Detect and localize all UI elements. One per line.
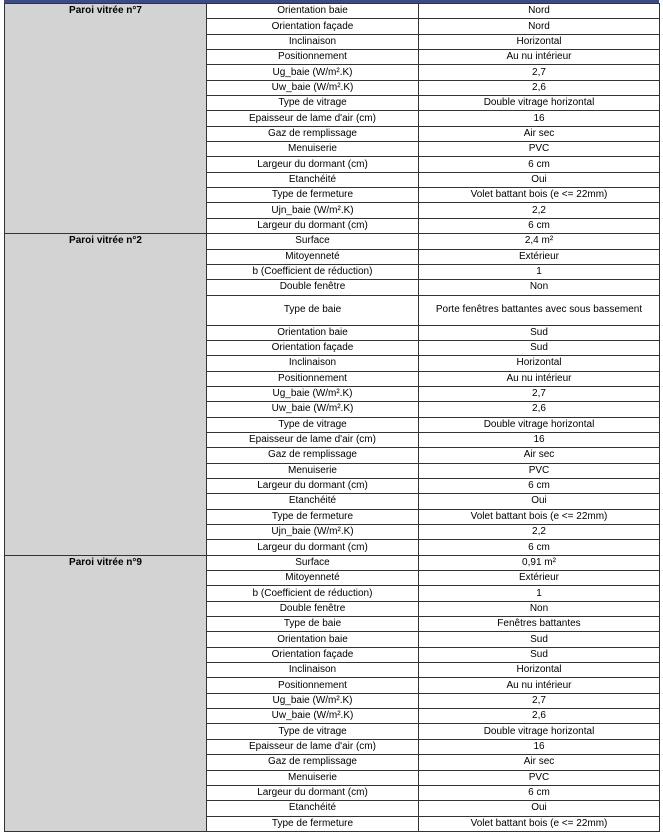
property-label: Ug_baie (W/m².K) xyxy=(207,693,419,708)
property-label: Mitoyenneté xyxy=(207,249,419,264)
property-label: Orientation façade xyxy=(207,340,419,355)
property-value: Sud xyxy=(419,632,660,647)
property-value: 2,7 xyxy=(419,386,660,401)
property-label: Surface xyxy=(207,234,419,249)
property-value: PVC xyxy=(419,770,660,785)
property-label: Etanchéité xyxy=(207,494,419,509)
property-value: 2,4 m² xyxy=(419,234,660,249)
property-value: 2,6 xyxy=(419,402,660,417)
section-title: Paroi vitrée n°9 xyxy=(5,555,207,831)
property-label: Ug_baie (W/m².K) xyxy=(207,65,419,80)
property-label: Epaisseur de lame d'air (cm) xyxy=(207,432,419,447)
property-value: 16 xyxy=(419,111,660,126)
property-label: Double fenêtre xyxy=(207,601,419,616)
property-label: Type de baie xyxy=(207,617,419,632)
property-label: Positionnement xyxy=(207,50,419,65)
property-value: PVC xyxy=(419,142,660,157)
property-value: 6 cm xyxy=(419,218,660,233)
property-label: Type de vitrage xyxy=(207,724,419,739)
property-value: Volet battant bois (e <= 22mm) xyxy=(419,509,660,524)
property-label: Type de baie xyxy=(207,295,419,325)
property-value: Sud xyxy=(419,325,660,340)
property-label: Orientation baie xyxy=(207,4,419,19)
property-label: Largeur du dormant (cm) xyxy=(207,478,419,493)
property-label: Largeur du dormant (cm) xyxy=(207,785,419,800)
glazing-table xyxy=(4,3,660,832)
property-value: PVC xyxy=(419,463,660,478)
property-label: b (Coefficient de réduction) xyxy=(207,586,419,601)
property-value: Horizontal xyxy=(419,34,660,49)
property-label: Ujn_baie (W/m².K) xyxy=(207,203,419,218)
table-row xyxy=(5,234,660,249)
property-value: Double vitrage horizontal xyxy=(419,96,660,111)
property-value: Air sec xyxy=(419,448,660,463)
property-value: Porte fenêtres battantes avec sous bassement xyxy=(419,295,660,325)
property-value: Oui xyxy=(419,801,660,816)
property-label: Inclinaison xyxy=(207,663,419,678)
property-label: Inclinaison xyxy=(207,356,419,371)
property-label: Largeur du dormant (cm) xyxy=(207,218,419,233)
property-label: Gaz de remplissage xyxy=(207,755,419,770)
property-label: Etanchéité xyxy=(207,801,419,816)
property-value: 2,6 xyxy=(419,709,660,724)
property-label: Positionnement xyxy=(207,678,419,693)
property-value: Oui xyxy=(419,172,660,187)
property-label: Ug_baie (W/m².K) xyxy=(207,386,419,401)
property-value: 1 xyxy=(419,264,660,279)
property-label: Type de fermeture xyxy=(207,188,419,203)
property-label: Type de fermeture xyxy=(207,816,419,831)
property-value: 2,2 xyxy=(419,525,660,540)
property-value: Volet battant bois (e <= 22mm) xyxy=(419,188,660,203)
property-value: 1 xyxy=(419,586,660,601)
property-value: 0,91 m² xyxy=(419,555,660,570)
property-label: Type de vitrage xyxy=(207,417,419,432)
property-label: Menuiserie xyxy=(207,142,419,157)
property-value: Double vitrage horizontal xyxy=(419,724,660,739)
property-label: Ujn_baie (W/m².K) xyxy=(207,525,419,540)
property-label: Epaisseur de lame d'air (cm) xyxy=(207,111,419,126)
property-value: 2,7 xyxy=(419,693,660,708)
property-value: Air sec xyxy=(419,126,660,141)
property-value: 2,2 xyxy=(419,203,660,218)
property-value: Sud xyxy=(419,647,660,662)
property-value: Non xyxy=(419,280,660,295)
property-value: Horizontal xyxy=(419,356,660,371)
property-label: Type de vitrage xyxy=(207,96,419,111)
table-row xyxy=(5,4,660,19)
property-value: Au nu intérieur xyxy=(419,678,660,693)
property-label: Gaz de remplissage xyxy=(207,448,419,463)
property-value: Extérieur xyxy=(419,249,660,264)
property-value: 16 xyxy=(419,432,660,447)
property-label: Uw_baie (W/m².K) xyxy=(207,709,419,724)
property-label: Uw_baie (W/m².K) xyxy=(207,80,419,95)
property-value: 2,6 xyxy=(419,80,660,95)
property-label: Orientation façade xyxy=(207,19,419,34)
property-label: Surface xyxy=(207,555,419,570)
property-value: Au nu intérieur xyxy=(419,50,660,65)
property-value: Non xyxy=(419,601,660,616)
property-label: Type de fermeture xyxy=(207,509,419,524)
property-value: 6 cm xyxy=(419,478,660,493)
property-label: Gaz de remplissage xyxy=(207,126,419,141)
property-label: Epaisseur de lame d'air (cm) xyxy=(207,739,419,754)
property-label: Double fenêtre xyxy=(207,280,419,295)
property-value: 6 cm xyxy=(419,785,660,800)
property-value: Air sec xyxy=(419,755,660,770)
property-value: Fenêtres battantes xyxy=(419,617,660,632)
property-value: 2,7 xyxy=(419,65,660,80)
glazing-table-body xyxy=(5,4,660,832)
property-label: Largeur du dormant (cm) xyxy=(207,540,419,555)
property-label: Uw_baie (W/m².K) xyxy=(207,402,419,417)
property-value: 6 cm xyxy=(419,540,660,555)
property-label: Mitoyenneté xyxy=(207,571,419,586)
property-label: b (Coefficient de réduction) xyxy=(207,264,419,279)
property-label: Etanchéité xyxy=(207,172,419,187)
property-value: Sud xyxy=(419,340,660,355)
property-label: Inclinaison xyxy=(207,34,419,49)
property-label: Orientation baie xyxy=(207,632,419,647)
section-title: Paroi vitrée n°7 xyxy=(5,4,207,234)
property-value: Au nu intérieur xyxy=(419,371,660,386)
property-value: 16 xyxy=(419,739,660,754)
property-value: 6 cm xyxy=(419,157,660,172)
property-label: Orientation baie xyxy=(207,325,419,340)
property-label: Orientation façade xyxy=(207,647,419,662)
property-value: Double vitrage horizontal xyxy=(419,417,660,432)
property-value: Volet battant bois (e <= 22mm) xyxy=(419,816,660,831)
property-value: Extérieur xyxy=(419,571,660,586)
property-value: Oui xyxy=(419,494,660,509)
property-label: Menuiserie xyxy=(207,770,419,785)
section-title: Paroi vitrée n°2 xyxy=(5,234,207,556)
property-value: Nord xyxy=(419,19,660,34)
property-value: Nord xyxy=(419,4,660,19)
property-label: Largeur du dormant (cm) xyxy=(207,157,419,172)
property-label: Menuiserie xyxy=(207,463,419,478)
table-row xyxy=(5,555,660,570)
property-label: Positionnement xyxy=(207,371,419,386)
property-value: Horizontal xyxy=(419,663,660,678)
